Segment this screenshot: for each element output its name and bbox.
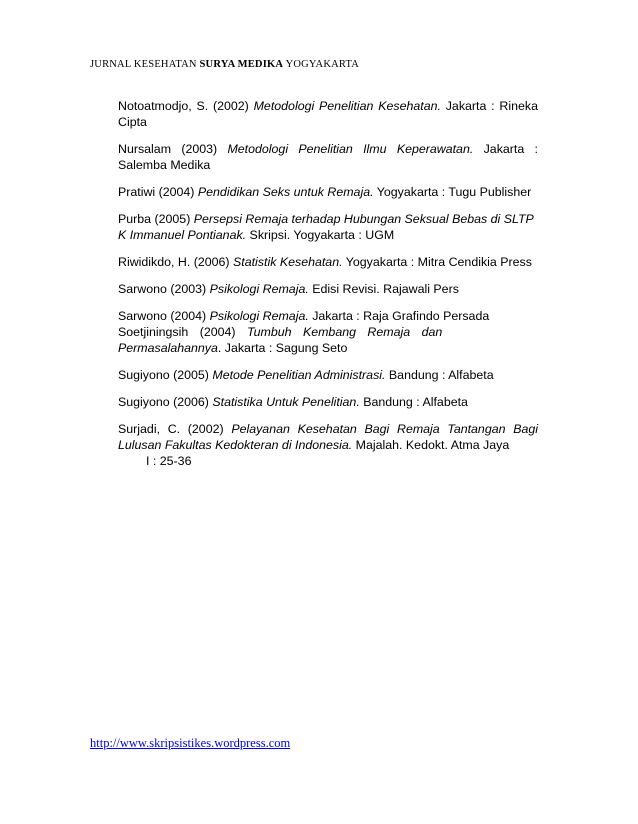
reference-publisher: Yogyakarta : Mitra Cendikia Press [342,255,532,269]
reference-publisher: Majalah. Kedokt. Atma Jaya [352,438,510,452]
reference-author: Sarwono (2003) [118,282,210,296]
reference-item [118,324,452,356]
reference-author: Purba (2005) [118,212,194,226]
reference-author: Soetjiningsih (2004) [118,325,247,339]
reference-publisher: Skripsi. Yogyakarta : UGM [246,228,395,242]
reference-publisher: Bandung : Alfabeta [359,395,468,409]
reference-continuation: I : 25-36 [146,454,192,468]
journal-header [90,59,359,70]
reference-author: Pratiwi (2004) [118,185,198,199]
reference-title: Psikologi Remaja. [209,282,309,296]
reference-publisher: Jakarta : Salemba Medika [118,142,538,172]
reference-title: Pelayanan Kesehatan Bagi Remaja Tantangan Bagi Lulusan Fakultas Kedokteran di Indonesia. [118,422,538,452]
reference-publisher: Edisi Revisi. Rajawali Pers [308,282,459,296]
reference-author: Riwidikdo, H. (2006) [118,255,234,269]
header-suffix: YOGYAKARTA [283,59,360,70]
reference-title: Statistika Untuk Penelitian. [212,395,360,409]
reference-author: Notoatmodjo, S. (2002) [118,99,254,113]
reference-item [118,308,538,324]
reference-title: Metode Penelitian Administrasi. [212,368,386,382]
reference-publisher: . Jakarta : Sagung Seto [217,341,348,355]
reference-author: Nursalam (2003) [118,142,228,156]
reference-item [118,98,538,130]
reference-author: Surjadi, C. (2002) [118,422,232,436]
reference-author: Sarwono (2004) [118,309,210,323]
reference-title: Metodologi Penelitian Kesehatan. [253,99,441,113]
footer-url-link[interactable]: http://www.skripsistikes.wordpress.com [90,736,291,750]
reference-item [118,281,538,297]
reference-title: Persepsi Remaja terhadap Hubungan Seksual Bebas di SLTP K Immanuel Pontianak. [118,212,534,242]
reference-item [118,211,538,243]
reference-publisher: Bandung : Alfabeta [385,368,494,382]
reference-publisher: Jakarta : Rineka Cipta [118,99,538,129]
reference-title: Psikologi Remaja. [209,309,309,323]
header-prefix: JURNAL KESEHATAN [90,59,200,70]
reference-item [118,141,538,173]
header-bold: SURYA MEDIKA [199,59,284,70]
reference-item [118,254,538,270]
reference-item [118,184,538,200]
reference-author: Sugiyono (2005) [118,368,213,382]
reference-author: Sugiyono (2006) [118,395,213,409]
reference-item [118,421,538,469]
reference-title: Metodologi Penelitian Ilmu Keperawatan. [227,142,474,156]
reference-publisher: Jakarta : Raja Grafindo Persada [308,309,490,323]
reference-title: Statistik Kesehatan. [233,255,343,269]
reference-item [118,367,538,383]
reference-title: Tumbuh Kembang Remaja dan Permasalahannya [118,325,443,355]
reference-publisher: Yogyakarta : Tugu Publisher [373,185,532,199]
reference-title: Pendidikan Seks untuk Remaja. [197,185,374,199]
reference-item [118,394,538,410]
reference-list [118,98,538,480]
